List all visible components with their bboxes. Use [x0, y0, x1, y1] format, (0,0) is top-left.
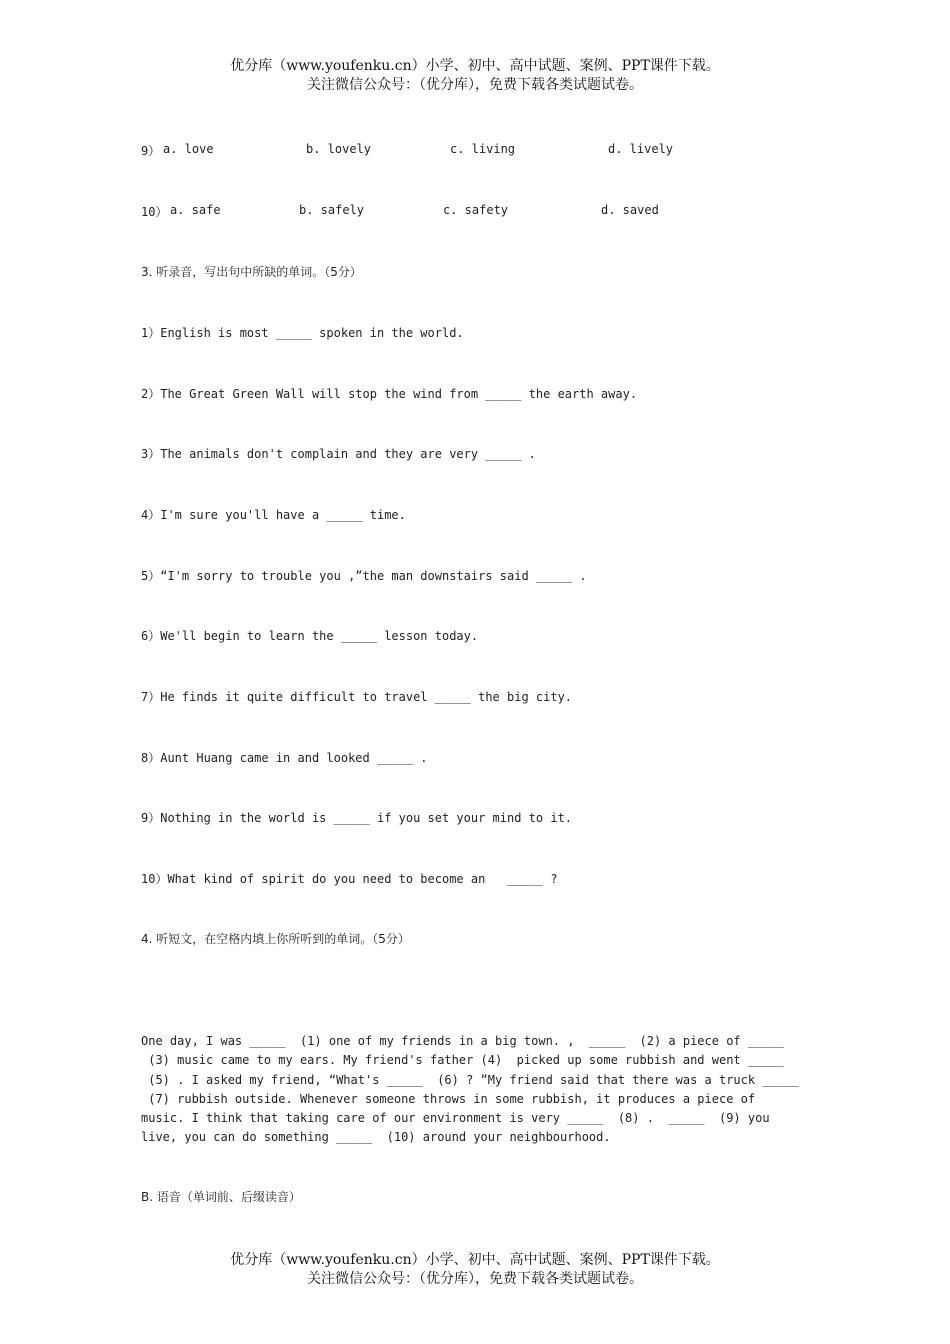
header-line-1: 优分库（www.youfenku.cn）小学、初中、高中试题、案例、PPT课件下载。	[230, 58, 720, 74]
passage-line: (3) music came to my ears. My friend's father (4) picked up some rubbish and went _____	[141, 1053, 784, 1068]
option-c: c. safety	[443, 203, 509, 217]
listening-passage	[141, 1032, 801, 1148]
question-item: 4）I'm sure you'll have a _____ time.	[141, 508, 406, 522]
passage-line: music. I think that taking care of our environment is very _____ (8) . _____ (9) you	[141, 1111, 770, 1126]
section-4-title: 4. 听短文，在空格内填上你所听到的单词。（5分）	[141, 932, 410, 946]
option-a: a. love	[163, 142, 214, 156]
option-d: d. lively	[608, 142, 674, 156]
option-a: a. safe	[170, 203, 221, 217]
question-item: 6）We'll begin to learn the _____ lesson today.	[141, 629, 479, 643]
header-line-2: 关注微信公众号：（优分库），免费下载各类试题试卷。	[307, 77, 643, 93]
option-b: b. lovely	[306, 142, 372, 156]
question-item: 3）The animals don't complain and they are very _____ .	[141, 447, 536, 461]
header-banner	[0, 57, 950, 95]
section-3-title: 3. 听录音，写出句中所缺的单词。（5分）	[141, 265, 362, 279]
footer-line-2: 关注微信公众号：（优分库），免费下载各类试题试卷。	[307, 1271, 643, 1287]
option-c: c. living	[450, 142, 516, 156]
question-item: 10）What kind of spirit do you need to become an _____ ?	[141, 872, 558, 886]
choice-num: 9）	[141, 144, 161, 158]
question-item: 7）He finds it quite difficult to travel _____ the big city.	[141, 690, 573, 704]
passage-line: One day, I was _____ (1) one of my friends in a big town. , _____ (2) a piece of _____	[141, 1034, 784, 1048]
passage-line: live, you can do something _____ (10) around your neighbourhood.	[141, 1130, 611, 1145]
section-b-title: B. 语音（单词前、后缀读音）	[141, 1190, 301, 1204]
option-d: d. saved	[601, 203, 659, 217]
question-item: 1）English is most _____ spoken in the world.	[141, 326, 464, 340]
passage-line: (5) . I asked my friend, “What's _____ (6) ? ”My friend said that there was a truck _____	[141, 1072, 799, 1087]
footer-banner	[0, 1251, 950, 1289]
footer-line-1: 优分库（www.youfenku.cn）小学、初中、高中试题、案例、PPT课件下载。	[230, 1252, 720, 1268]
question-item: 2）The Great Green Wall will stop the wind from _____ the earth away.	[141, 387, 638, 401]
option-b: b. safely	[299, 203, 365, 217]
question-item: 9）Nothing in the world is _____ if you set your mind to it.	[141, 811, 573, 825]
passage-line: (7) rubbish outside. Whenever someone throws in some rubbish, it produces a piece of	[141, 1091, 756, 1106]
question-item: 8）Aunt Huang came in and looked _____ .	[141, 751, 428, 765]
question-item: 5）“I'm sorry to trouble you ,”the man downstairs said _____ .	[141, 569, 587, 583]
choice-num: 10）	[141, 205, 168, 219]
